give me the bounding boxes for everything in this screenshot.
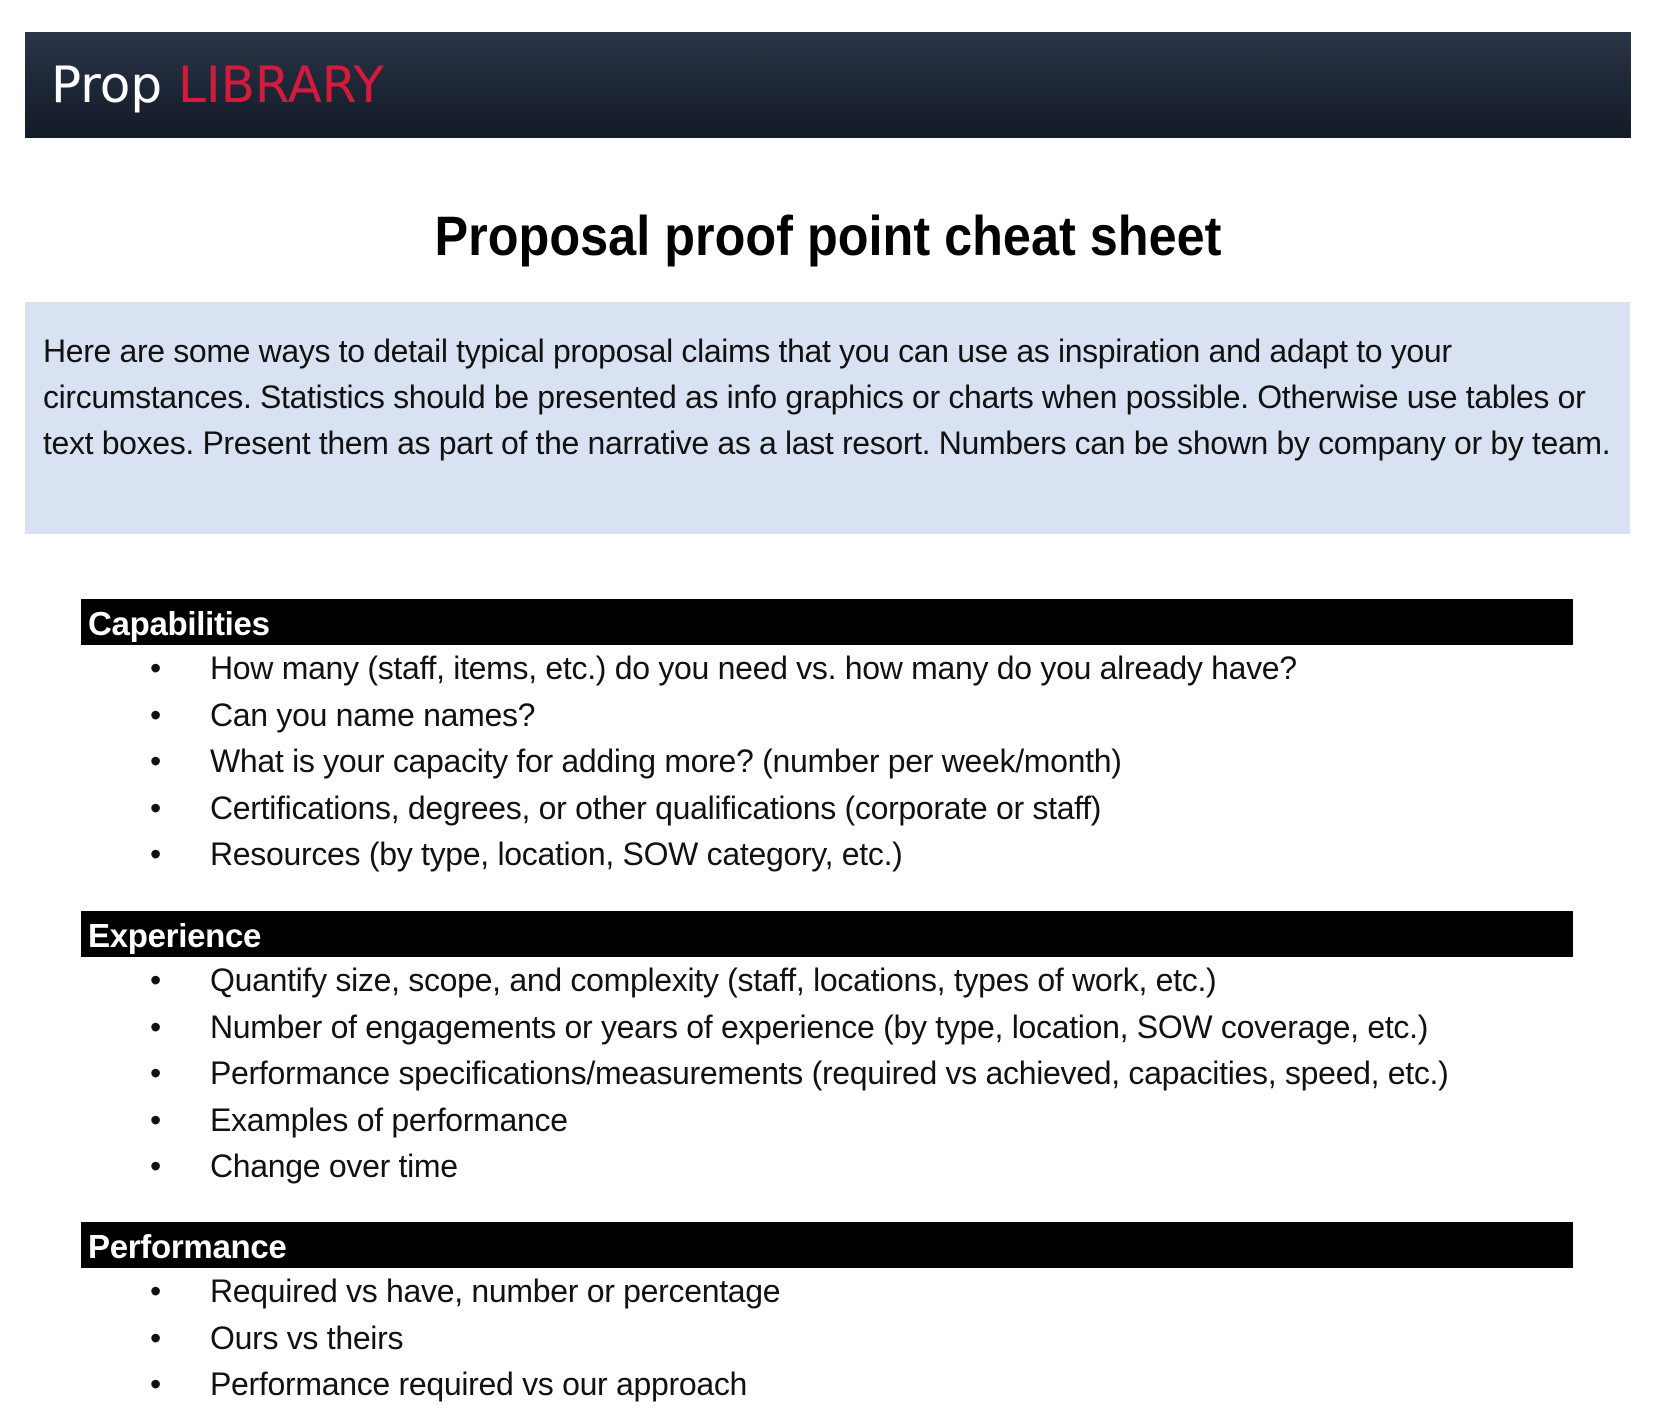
list-item-text: Performance specifications/measurements (required vs achieved, capacities, speed, etc.) [210, 1055, 1449, 1091]
list-item [81, 1050, 1573, 1097]
brand-library-text: LIBRARY [177, 56, 384, 114]
bullet-icon: • [150, 836, 161, 872]
list-item [81, 1004, 1573, 1051]
list-item [81, 1097, 1573, 1144]
list-item-text: Ours vs theirs [210, 1319, 404, 1356]
intro-box [25, 302, 1630, 534]
list-item-text: How many (staff, items, etc.) do you need vs. how many do you already have? [210, 650, 1297, 686]
bullet-icon: • [150, 743, 161, 779]
list-item-text: Can you name names? [210, 696, 536, 733]
bullet-icon: • [150, 696, 161, 733]
bullet-list [81, 1268, 1573, 1408]
brand-prop-text: Prop [51, 56, 163, 114]
list-item-text: Required vs have, number or percentage [210, 1273, 781, 1309]
intro-text: Here are some ways to detail typical proposal claims that you can use as inspiration and adapt to your circumstances. Statistics should be presented as info graphics or charts when possible. Otherwise use tables or text boxes. Present them as part of the narrative as a last resort. Numbers can be shown by company or by team. [43, 333, 1611, 461]
bullet-icon: • [150, 1319, 161, 1356]
section-heading: Capabilities [81, 599, 1573, 645]
list-item-text: Quantify size, scope, and complexity (staff, locations, types of work, etc.) [210, 962, 1217, 998]
list-item-text: Examples of performance [210, 1101, 568, 1138]
brand-logo [51, 56, 384, 114]
list-item [81, 645, 1573, 692]
bullet-icon: • [150, 1101, 161, 1138]
list-item [81, 692, 1573, 739]
section-heading: Experience [81, 911, 1573, 957]
list-item-text: What is your capacity for adding more? (number per week/month) [210, 743, 1122, 779]
bullet-icon: • [150, 962, 161, 998]
header-bar [25, 32, 1631, 138]
bullet-icon: • [150, 1008, 161, 1045]
list-item-text: Performance required vs our approach [210, 1366, 748, 1402]
list-item [81, 1315, 1573, 1362]
section-performance [81, 1222, 1573, 1408]
bullet-icon: • [150, 1055, 161, 1091]
list-item [81, 1268, 1573, 1315]
list-item-text: Certifications, degrees, or other qualifications (corporate or staff) [210, 789, 1102, 826]
list-item [81, 1361, 1573, 1408]
bullet-icon: • [150, 650, 161, 686]
list-item-text: Number of engagements or years of experience (by type, location, SOW coverage, etc.) [210, 1008, 1429, 1045]
bullet-list [81, 957, 1573, 1190]
bullet-icon: • [150, 1273, 161, 1309]
list-item-text: Resources (by type, location, SOW category, etc.) [210, 836, 903, 872]
list-item [81, 1143, 1573, 1190]
page-title: Proposal proof point cheat sheet [434, 204, 1222, 267]
list-item [81, 957, 1573, 1004]
list-item [81, 738, 1573, 785]
section-experience [81, 911, 1573, 1190]
list-item [81, 831, 1573, 878]
bullet-icon: • [150, 1366, 161, 1402]
list-item-text: Change over time [210, 1148, 458, 1184]
bullet-icon: • [150, 789, 161, 826]
bullet-list [81, 645, 1573, 878]
list-item [81, 785, 1573, 832]
bullet-icon: • [150, 1148, 161, 1184]
section-capabilities [81, 599, 1573, 878]
section-heading: Performance [81, 1222, 1573, 1268]
